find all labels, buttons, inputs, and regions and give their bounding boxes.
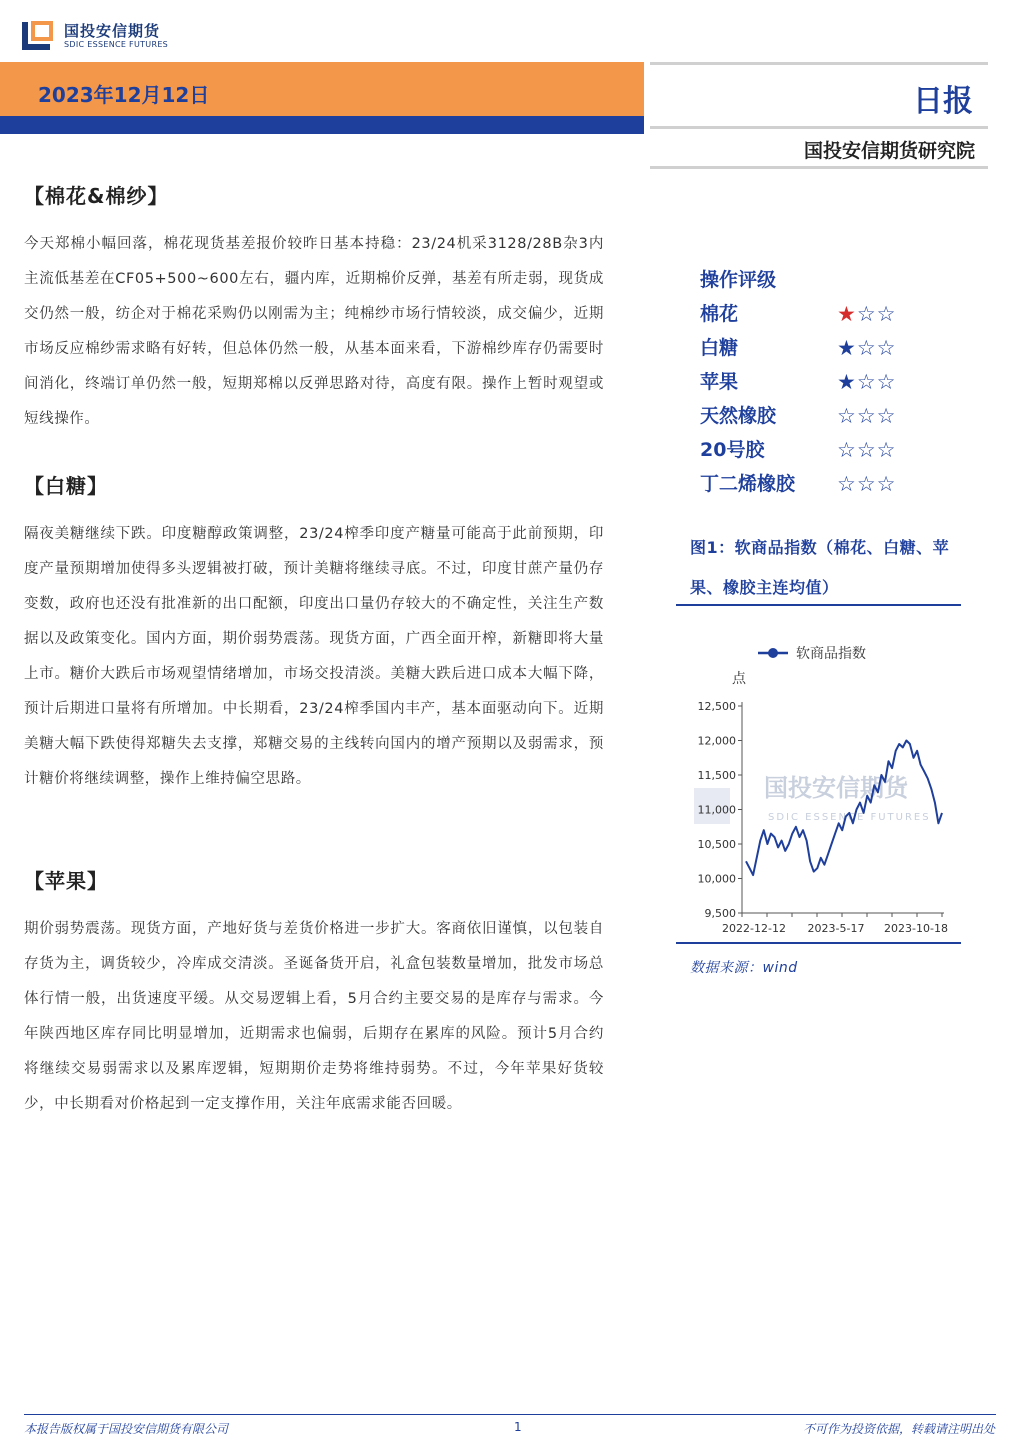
watermark-text-cn: 国投安信期货	[764, 774, 908, 802]
star-empty-icon: ☆	[876, 404, 897, 428]
rating-stars	[837, 297, 896, 331]
rating-row	[700, 365, 950, 399]
star-empty-icon: ☆	[856, 370, 877, 394]
x-tick-label: 2022-12-12	[722, 922, 786, 935]
header-divider-mid	[650, 126, 988, 129]
section-cotton	[24, 180, 604, 437]
series-line-soft-commodity-index	[746, 741, 942, 876]
logo-mark-icon	[22, 18, 56, 52]
logo-text-en: SDIC ESSENCE FUTURES	[64, 40, 169, 49]
star-empty-icon: ☆	[856, 336, 877, 360]
page-number: 1	[514, 1420, 522, 1434]
rating-name: 天然橡胶	[700, 405, 777, 427]
rating-row	[700, 331, 950, 365]
soft-commodity-index-chart	[676, 630, 961, 942]
chart-svg	[676, 630, 961, 942]
section-title: 【棉花&棉纱】	[24, 184, 169, 208]
operation-ratings	[700, 263, 950, 501]
y-tick-label: 12,500	[697, 700, 736, 713]
figure-rule-top	[676, 604, 961, 606]
ratings-title: 操作评级	[700, 269, 777, 291]
star-empty-icon: ☆	[876, 472, 897, 496]
institute-name: 国投安信期货研究院	[803, 140, 975, 162]
star-empty-icon: ☆	[837, 472, 857, 496]
footer-disclaimer: 不可作为投资依据，转载请注明出处	[802, 1422, 995, 1436]
rating-name: 20号胶	[700, 439, 765, 461]
logo-text-cn: 国投安信期货	[64, 22, 161, 40]
rating-stars	[837, 365, 896, 399]
report-date: 2023年12月12日	[38, 83, 210, 107]
y-tick-label: 11,500	[697, 769, 736, 782]
figure-rule-bottom	[676, 942, 961, 944]
y-tick-label: 11,000	[697, 803, 736, 817]
rating-name: 苹果	[700, 371, 739, 393]
star-empty-icon: ☆	[856, 438, 877, 462]
x-tick-label: 2023-10-18	[884, 922, 948, 935]
header-divider-bottom	[650, 166, 988, 169]
header-divider-top	[650, 62, 988, 65]
rating-stars	[837, 331, 896, 365]
footer-copyright: 本报告版权属于国投安信期货有限公司	[24, 1422, 229, 1436]
section-body: 今天郑棉小幅回落，棉花现货基差报价较昨日基本持稳：23/24机采3128/28B杂3内主流低基差在CF05+500~600左右，疆内库，近期棉价反弹，基差有所走弱，现货成交仍然一般，纺企对于棉花采购仍以刚需为主；纯棉纱市场行情较淡，成交偏少，近期市场反应棉纱需求略有好转，但总体仍然一般，从基本面来看，下游棉纱库存仍需要时间消化，终端订单仍然一般，短期郑棉以反弹思路对待，高度有限。操作上暂时观望或短线操作。	[24, 236, 604, 427]
rating-row	[700, 399, 950, 433]
y-tick-label: 12,000	[697, 734, 736, 748]
rating-stars	[837, 399, 896, 433]
section-apple	[24, 865, 604, 1122]
y-tick-label: 9,500	[704, 907, 736, 920]
y-tick-label: 10,500	[697, 838, 736, 851]
star-empty-icon: ☆	[876, 336, 897, 360]
star-filled-icon: ★	[837, 336, 857, 360]
star-filled-icon: ★	[837, 370, 857, 394]
header-blue-bar	[0, 116, 644, 134]
star-empty-icon: ☆	[837, 404, 857, 428]
star-empty-icon: ☆	[837, 438, 857, 462]
x-tick-label: 2023-5-17	[807, 922, 865, 935]
rating-name: 棉花	[700, 303, 739, 325]
section-sugar	[24, 470, 604, 797]
rating-row	[700, 467, 950, 501]
star-empty-icon: ☆	[876, 438, 897, 462]
footer-line	[24, 1414, 996, 1415]
data-source: 数据来源：wind	[690, 960, 798, 976]
section-title: 【苹果】	[24, 869, 108, 893]
report-type: 日报	[913, 84, 973, 119]
star-empty-icon: ☆	[876, 302, 897, 326]
y-tick-label: 10,000	[697, 872, 736, 886]
figure-title: 图1：软商品指数（棉花、白糖、苹果、橡胶主连均值）	[690, 538, 950, 597]
star-empty-icon: ☆	[856, 472, 877, 496]
star-empty-icon: ☆	[856, 404, 877, 428]
rating-stars	[837, 467, 896, 501]
section-title: 【白糖】	[24, 474, 108, 498]
rating-row	[700, 297, 950, 331]
watermark-text-en: SDIC ESSENCE FUTURES	[768, 812, 931, 823]
star-empty-icon: ☆	[856, 302, 877, 326]
section-body: 隔夜美糖继续下跌。印度糖醇政策调整，23/24榨季印度产糖量可能高于此前预期，印度产量预期增加使得多头逻辑被打破，预计美糖将继续寻底。不过，印度甘蔗产量仍存变数，政府也还没有批准新的出口配额，印度出口量仍存较大的不确定性，关注生产数据以及政策变化。国内方面，期价弱势震荡。现货方面，广西全面开榨，新糖即将大量上市。糖价大跌后市场观望情绪增加，市场交投清淡。美糖大跌后进口成本大幅下降，预计后期进口量将有所增加。中长期看，23/24榨季国内丰产，基本面驱动向下。近期美糖大幅下跌使得郑糖失去支撑，郑糖交易的主线转向国内的增产预期以及弱需求，预计糖价将继续调整，操作上维持偏空思路。	[24, 526, 604, 787]
legend-label: 软商品指数	[796, 646, 866, 662]
company-logo	[22, 16, 202, 56]
rating-row	[700, 433, 950, 467]
section-body: 期价弱势震荡。现货方面，产地好货与差货价格进一步扩大。客商依旧谨慎，以包装自存货为主，调货较少，冷库成交清淡。圣诞备货开启，礼盒包装数量增加，批发市场总体行情一般，出货速度平缓。从交易逻辑上看，5月合约主要交易的是库存与需求。今年陕西地区库存同比明显增加，近期需求也偏弱，后期存在累库的风险。预计5月合约将继续交易弱需求以及累库逻辑，短期期价走势将维持弱势。不过，今年苹果好货较少，中长期看对价格起到一定支撑作用，关注年底需求能否回暖。	[24, 921, 604, 1112]
star-empty-icon: ☆	[876, 370, 897, 394]
rating-name: 丁二烯橡胶	[700, 473, 796, 495]
legend-marker	[768, 648, 778, 658]
y-axis-label: 点	[732, 671, 746, 687]
rating-stars	[837, 433, 896, 467]
rating-name: 白糖	[700, 337, 739, 359]
star-filled-icon: ★	[837, 302, 857, 326]
